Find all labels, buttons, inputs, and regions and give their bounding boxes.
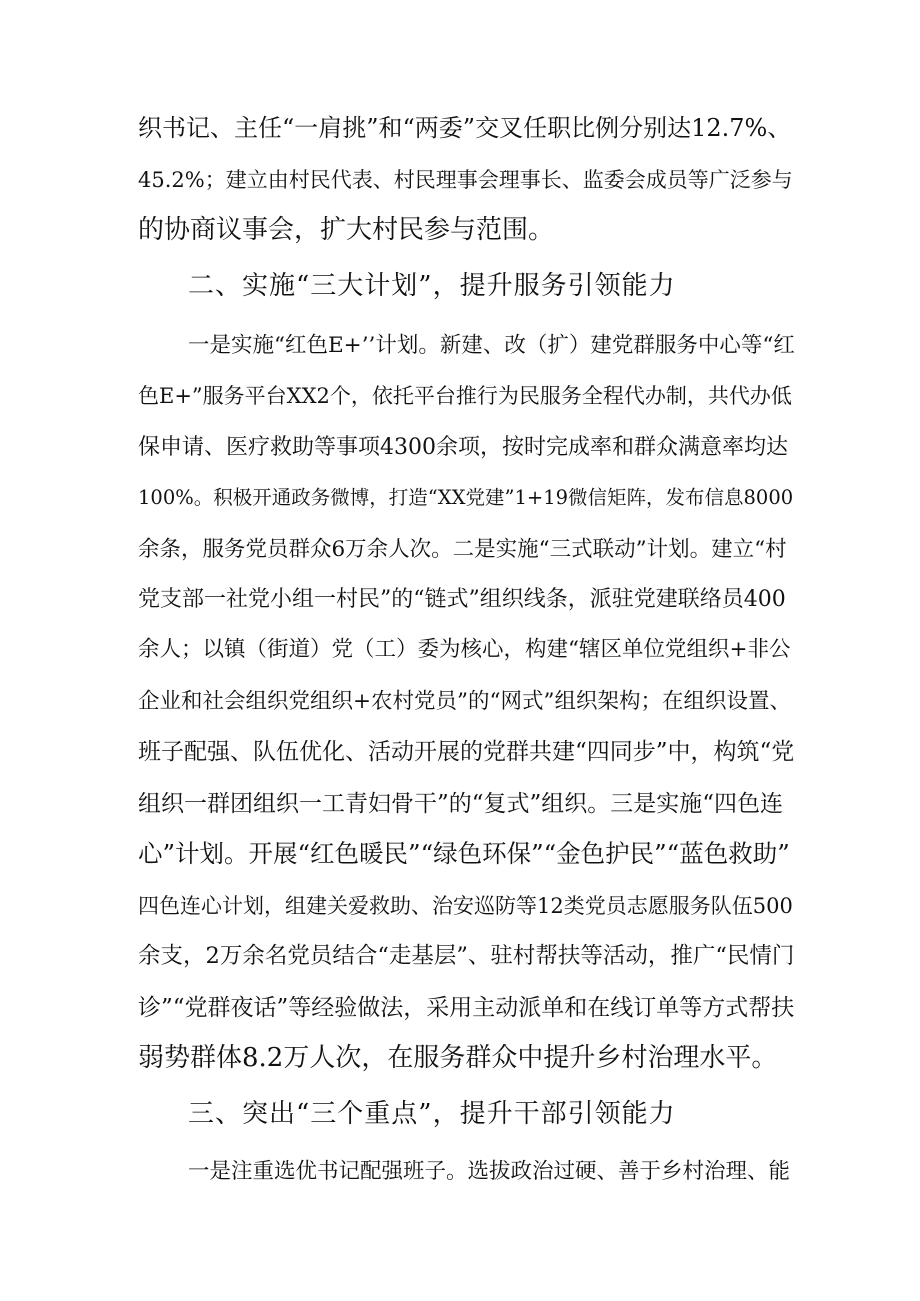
paragraph-2-line: [0, 1038, 920, 1078]
line-text: 一是实施“红色E+’’计划。新建、改（扩）建党群服务中心等“红: [188, 333, 795, 358]
line-text: 100%。积极开通政务微博，打造“XX党建”1+19微信矩阵，发布信息8000: [138, 486, 794, 509]
paragraph-2-line: [0, 580, 920, 620]
line-text: 余支，2万余名党员结合“走基层”、驻村帮扶等活动，推广“民情门: [138, 943, 795, 969]
line-text: 的协商议事会，扩大村民参与范围。: [138, 215, 555, 245]
line-text: 余条，服务党员群众6万余人次。二是实施“三式联动”计划。建立“村: [138, 537, 787, 562]
line-text: 弱势群体8.2万人次，在服务群众中提升乡村治理水平。: [138, 1043, 778, 1073]
paragraph-2-line: [0, 530, 920, 570]
line-text: 企业和社会组织党组织+农村党员”的“网式”组织架构；在组织设置、: [138, 689, 791, 714]
paragraph-2-line: [0, 936, 920, 976]
paragraph-2-line: [0, 834, 920, 874]
line-text: 班子配强、队伍优化、活动开展的党群共建“四同步”中，构筑“党: [138, 739, 795, 765]
paragraph-2-line: [0, 478, 920, 518]
line-text: 诊”“党群夜话”等经验做法，采用主动派单和在线订单等方式帮扶: [138, 995, 795, 1021]
paragraph-2-line: [0, 326, 920, 366]
line-text: 45.2%；建立由村民代表、村民理事会理事长、监委会成员等广泛参与: [138, 168, 793, 192]
line-text: 四色连心计划，组建关爱救助、治安巡防等12类党员志愿服务队伍500: [138, 894, 793, 918]
paragraph-2-line: [0, 784, 920, 824]
line-text: 一是注重选优书记配强班子。选拔政治过硬、善于乡村治理、能: [188, 1159, 791, 1184]
line-text: 保申请、医疗救助等事项4300余项，按时完成率和群众满意率均达: [138, 435, 788, 460]
paragraph-1-line: [0, 108, 920, 148]
heading-text: 三、突出“三个重点”，提升干部引领能力: [188, 1099, 676, 1129]
section-heading-2: [0, 266, 920, 306]
heading-text: 二、实施“三大计划”，提升服务引领能力: [188, 271, 676, 301]
line-text: 余人；以镇（街道）党（工）委为核心，构建“辖区单位党组织+非公: [138, 637, 791, 662]
paragraph-2-line: [0, 376, 920, 416]
paragraph-2-line: [0, 886, 920, 926]
line-text: 组织一群团组织一工青妇骨干”的“复式”组织。三是实施“四色连: [138, 791, 784, 817]
section-heading-3: [0, 1094, 920, 1134]
line-text: 织书记、主任“一肩挑”和“两委”交叉任职比例分别达12.7%、: [138, 114, 792, 142]
paragraph-2-line: [0, 988, 920, 1028]
line-text: 色E+”服务平台XX2个，依托平台推行为民服务全程代办制，共代办低: [138, 384, 792, 408]
paragraph-2-line: [0, 428, 920, 468]
paragraph-3-line: [0, 1152, 920, 1192]
paragraph-2-line: [0, 682, 920, 722]
paragraph-2-line: [0, 630, 920, 670]
paragraph-2-line: [0, 732, 920, 772]
line-text: 党支部一社党小组一村民”的“链式”组织线条，派驻党建联络员400: [138, 587, 786, 612]
paragraph-1-line: [0, 160, 920, 200]
paragraph-1-line: [0, 210, 920, 250]
line-text: 心”计划。开展“红色暖民”“绿色环保”“金色护民”“蓝色救助”: [138, 839, 790, 868]
